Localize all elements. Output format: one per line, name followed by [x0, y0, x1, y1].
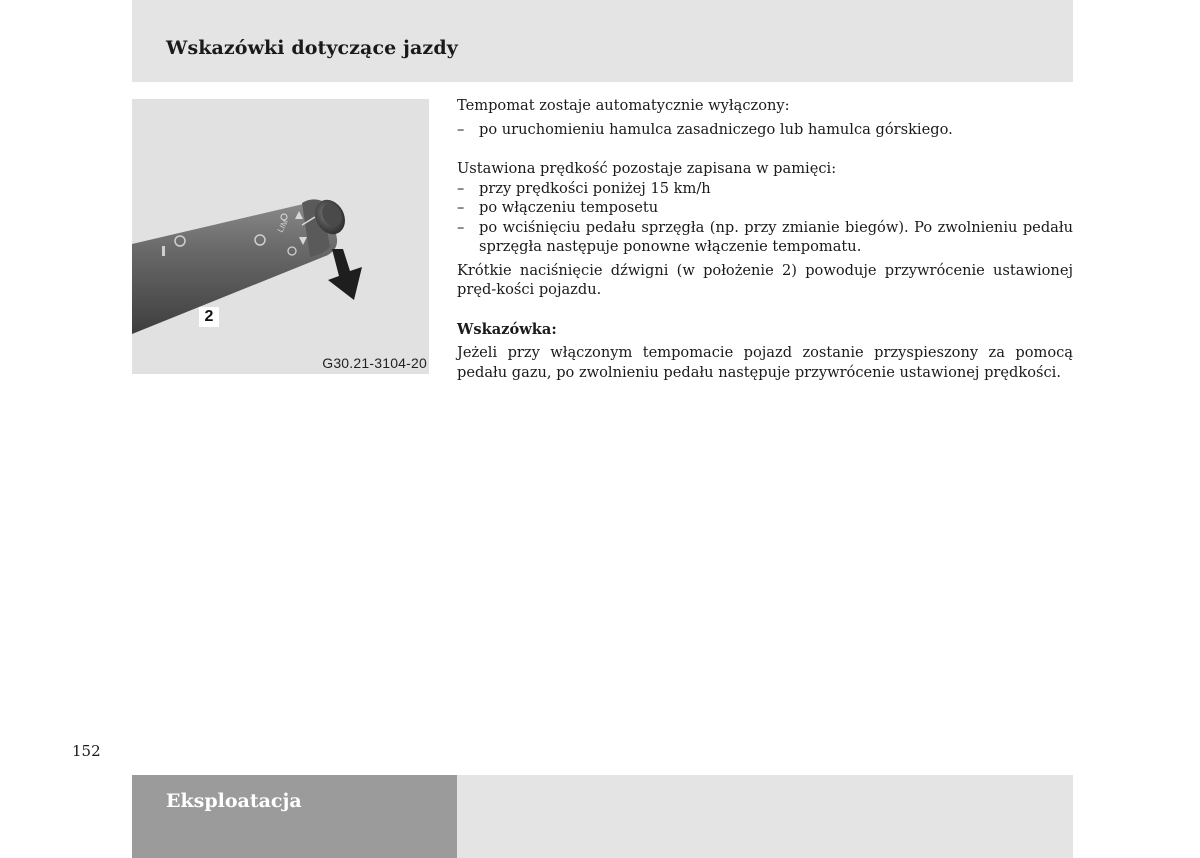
restore-paragraph: Krótkie naciśnięcie dźwigni (w położenie 2) powoduje przywrócenie ustawionej pręd-kości pojazdu. [457, 261, 1073, 298]
footer-section-tab [132, 775, 457, 858]
list-item: – po uruchomieniu hamulca zasadniczego lub hamulca górskiego. [457, 120, 1073, 140]
figure-position-label: 2 [199, 307, 219, 327]
stalk-mark-icon [162, 246, 165, 256]
push-arrow-icon [328, 249, 362, 300]
block2-list [457, 179, 1073, 257]
page-number: 152 [72, 742, 101, 760]
list-item: – po wciśnięciu pedału sprzęgła (np. przy zmianie biegów). Po zwolnieniu pedału sprzęgła następuje ponowne włączenie tempomatu. [457, 218, 1073, 257]
note-text: Jeżeli przy włączonym tempomacie pojazd zostanie przyspieszony za pomocą pedału gazu, po zwolnieniu pedału następuje przywrócenie ustawionej prędkości. [457, 344, 1073, 381]
header-band [132, 0, 1073, 82]
lever-illustration [132, 99, 429, 374]
list-item: – po włączeniu temposetu [457, 198, 1073, 218]
block1-intro: Tempomat zostaje automatycznie wyłączony: [457, 97, 790, 114]
note-heading: Wskazówka: [457, 320, 557, 338]
list-item: – przy prędkości poniżej 15 km/h [457, 179, 1073, 199]
page-title: Wskazówki dotyczące jazdy [166, 37, 458, 59]
footer-section-title: Eksploatacja [166, 790, 302, 812]
footer-band [457, 775, 1073, 858]
block1-list [457, 120, 1073, 140]
block2-intro: Ustawiona prędkość pozostaje zapisana w pamięci: [457, 160, 837, 177]
figure-code: G30.21-3104-20 [322, 355, 427, 371]
cruise-control-lever-figure [132, 99, 429, 374]
lim-marking: LIM [275, 217, 291, 234]
body-text [457, 96, 1073, 382]
